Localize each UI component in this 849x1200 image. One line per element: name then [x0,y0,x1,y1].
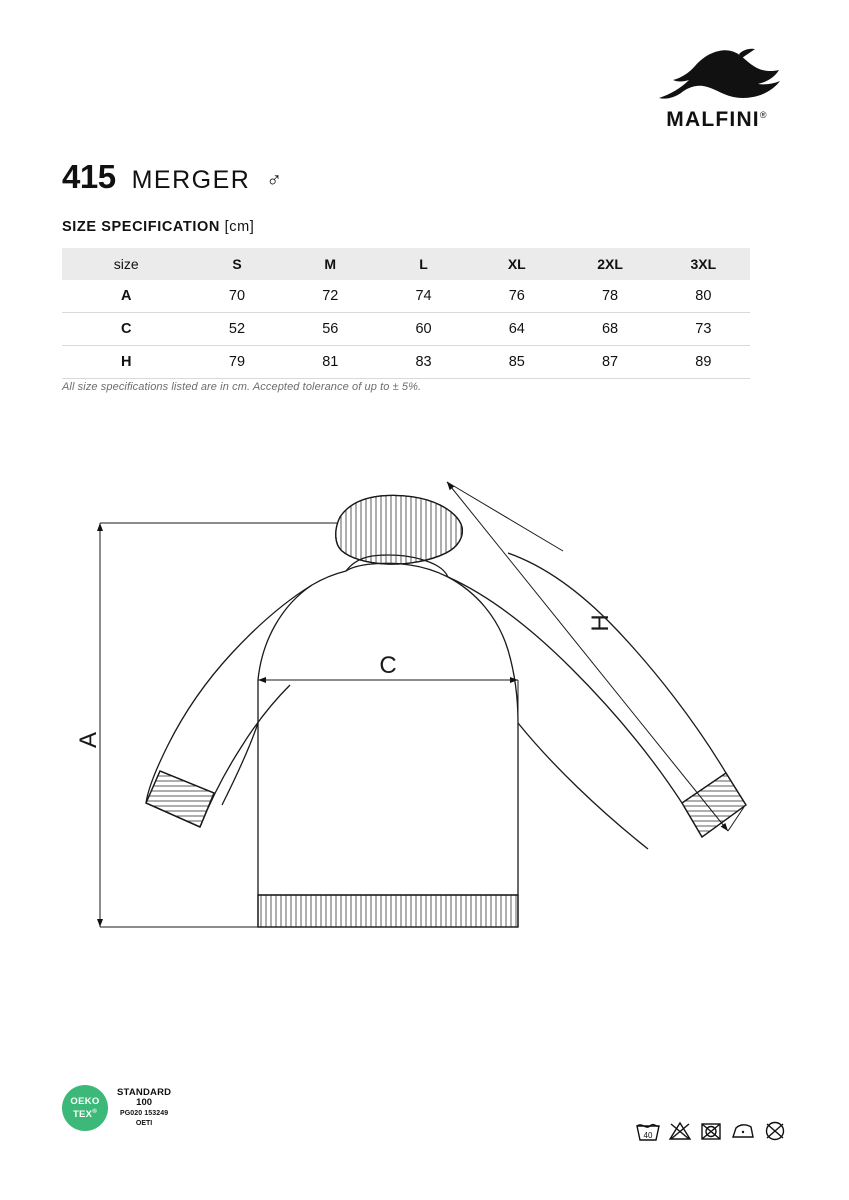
brand-name: MALFINI® [666,108,768,131]
table-header [62,248,750,280]
cell-h-xl: 85 [508,354,525,370]
cell-h-l: 83 [415,354,432,370]
wash-40-icon [635,1120,661,1142]
spec-unit: [cm] [224,219,255,235]
spec-heading: SIZE SPECIFICATION [cm] [62,219,255,235]
cell-a-l: 74 [415,288,432,304]
row-key-a: A [120,288,132,304]
table-row [62,313,750,346]
wash-temp-label: 40 [643,1131,653,1140]
sweatshirt-diagram [0,455,849,975]
cell-c-l: 60 [415,321,432,337]
dimension-label-h: H [587,614,614,632]
cell-a-s: 70 [228,288,246,304]
row-key-h: H [120,354,132,370]
tolerance-note: All size specifications listed are in cm. Accepted tolerance of up to ± 5%. [62,381,422,393]
size-specification-table [62,248,750,379]
oeko-tex-certification [62,1085,171,1131]
table-row [62,346,750,379]
cell-c-3xl: 73 [695,321,712,337]
oeko-standard: STANDARD [117,1086,172,1098]
oeko-tex-text [117,1088,171,1129]
cell-c-2xl: 68 [601,321,619,337]
cell-h-3xl: 89 [695,354,712,370]
iron-low-icon [730,1120,756,1142]
cell-h-2xl: 87 [601,354,619,370]
cell-c-m: 56 [322,321,339,337]
rib-texture [146,495,746,927]
cell-a-xl: 76 [508,288,525,304]
table-row [62,280,750,313]
brand-logo [647,44,787,132]
cell-a-3xl: 80 [695,288,712,304]
row-key-c: C [120,321,132,337]
cell-a-2xl: 78 [601,288,619,304]
garment-outline [146,495,746,927]
table-header-s: S [190,248,283,280]
dimension-label-c: C [379,652,397,679]
table-header-xl: XL [470,248,563,280]
dimension-label-a: A [75,731,102,749]
garment-technical-drawing [0,455,849,975]
dimension-a [100,523,338,927]
table-header-size: size [62,248,190,280]
cell-c-s: 52 [228,321,246,337]
do-not-bleach-icon [668,1120,692,1142]
gender-symbol-icon: ♂ [266,169,283,192]
product-name: MERGER [131,166,251,194]
dimension-c [258,680,518,895]
oeko-tex-badge-icon [62,1085,108,1131]
table-header-m: M [284,248,377,280]
cell-h-m: 81 [322,354,339,370]
oeko-line2: TEX® [72,1108,98,1121]
oeko-code: PG020 153249 [119,1109,169,1117]
table-header-3xl: 3XL [657,248,750,280]
cell-a-m: 72 [322,288,339,304]
care-instructions [635,1120,787,1142]
eagle-logo-icon [647,44,787,106]
product-code: 415 [62,158,116,195]
do-not-tumble-dry-icon [699,1120,723,1142]
oeko-number: 100 [136,1096,153,1108]
do-not-dry-clean-icon [763,1120,787,1142]
cell-c-xl: 64 [508,321,525,337]
table-header-2xl: 2XL [563,248,656,280]
table-header-l: L [377,248,470,280]
page-title [62,158,282,196]
oeko-line1: OEKO [70,1095,100,1107]
table-header-row [62,248,750,280]
cell-h-s: 79 [228,354,246,370]
dimension-h [447,482,744,831]
oeko-institute: OETI [135,1119,153,1127]
